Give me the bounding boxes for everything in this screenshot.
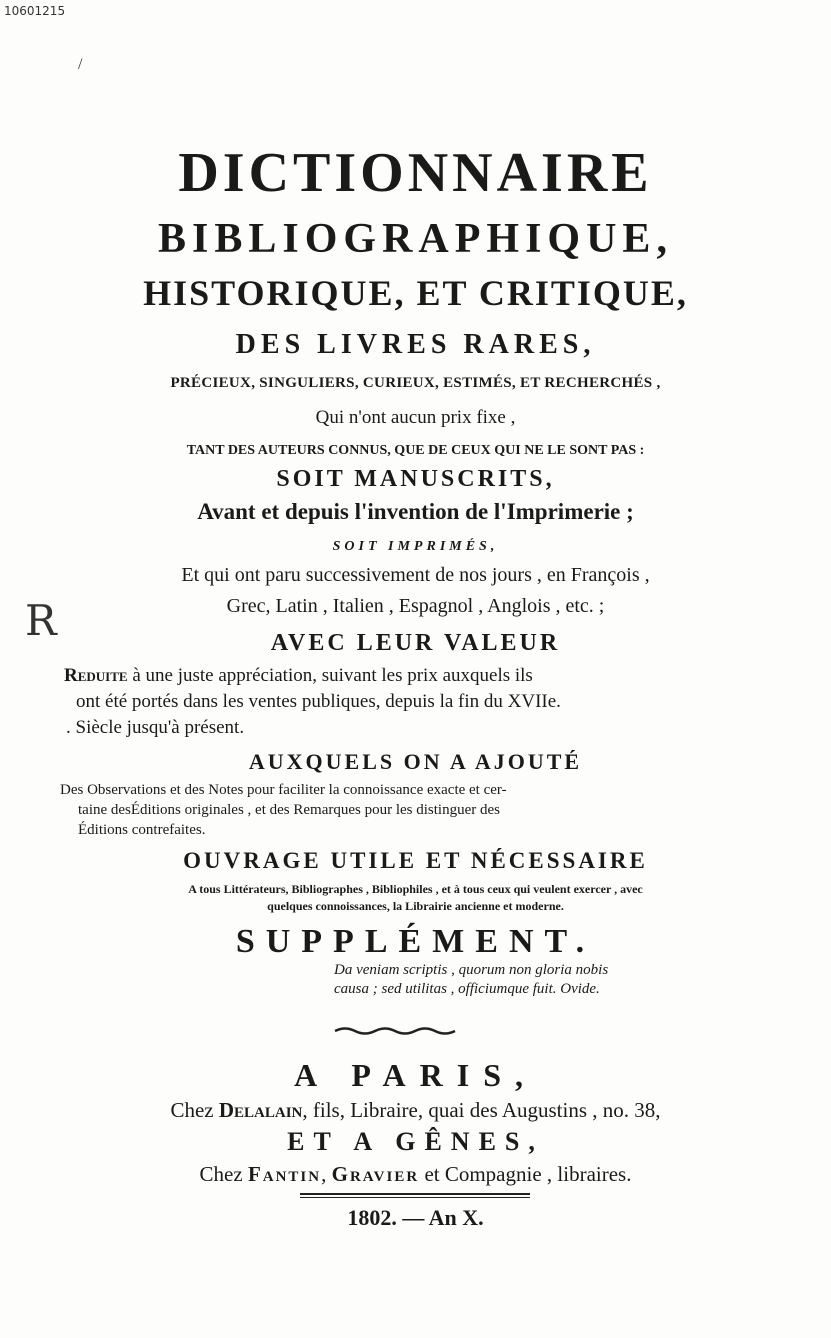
supplement-heading: SUPPLÉMENT.	[235, 923, 596, 960]
document-id: 10601215	[4, 4, 66, 18]
publisher-2-prefix: Chez	[199, 1162, 248, 1186]
publisher-2-name-2: Gravier	[331, 1162, 420, 1186]
title-line-4: DES LIVRES RARES,	[235, 329, 596, 360]
title-line-8: SOIT MANUSCRITS,	[276, 466, 555, 492]
title-line-9: Avant et depuis l'invention de l'Imprimerie ;	[197, 499, 634, 524]
publisher-1-suffix: , fils, Libraire, quai des Augustins , no. 38,	[302, 1098, 661, 1122]
double-rule-top	[300, 1193, 530, 1195]
title-line-12: Grec, Latin , Italien , Espagnol , Anglois , etc. ;	[226, 595, 605, 617]
title-line-2: BIBLIOGRAPHIQUE,	[158, 216, 673, 262]
title-line-20: Éditions contrefaites.	[78, 822, 206, 838]
imprint-publisher-2	[0, 1160, 831, 1188]
title-line-15: ont été portés dans les ventes publiques, depuis la fin du XVIIe.	[76, 691, 561, 712]
title-line-22: A tous Littérateurs, Bibliographes , Bibliophiles , et à tous ceux qui veulent exercer , avec	[188, 882, 643, 896]
margin-mark: R	[25, 596, 57, 645]
imprint-publisher-1	[0, 1096, 831, 1124]
title-line-3: HISTORIQUE, ET CRITIQUE,	[143, 273, 688, 313]
title-line-19: taine desÉditions originales , et des Remarques pour les distinguer des	[78, 802, 500, 818]
publisher-2-name-1: Fantin	[247, 1162, 322, 1186]
publisher-2-separator: ,	[321, 1162, 332, 1186]
title-line-21: OUVRAGE UTILE ET NÉCESSAIRE	[183, 848, 648, 873]
imprint-city-2: ET A GÊNES,	[287, 1127, 544, 1156]
title-line-5: PRÉCIEUX, SINGULIERS, CURIEUX, ESTIMÉS, ET RECHERCHÉS ,	[170, 375, 661, 391]
title-line-18: Des Observations et des Notes pour faciliter la connoissance exacte et cer-	[60, 782, 507, 798]
publisher-1-prefix: Chez	[170, 1098, 219, 1122]
title-line-10: SOIT IMPRIMÉS,	[332, 539, 499, 554]
title-line-1: DICTIONNAIRE	[178, 142, 653, 204]
title-line-11: Et qui ont paru successivement de nos jours , en François ,	[181, 564, 650, 586]
reduite-word: Reduite	[64, 665, 128, 686]
imprint-date: 1802. — An X.	[347, 1205, 484, 1230]
title-line-7: TANT DES AUTEURS CONNUS, QUE DE CEUX QUI NE LE SONT PAS :	[186, 443, 645, 458]
title-line-14	[64, 664, 533, 688]
title-line-14-rest: à une juste appréciation, suivant les prix auxquels ils	[127, 665, 533, 686]
imprint-city-1: A PARIS,	[294, 1057, 537, 1093]
epigraph-line-1: Da veniam scriptis , quorum non gloria nobis	[334, 962, 609, 978]
epigraph-line-2: causa ; sed utilitas , officiumque fuit. Ovide.	[334, 981, 600, 997]
title-line-17: AUXQUELS ON A AJOUTÉ	[248, 749, 583, 774]
ink-tick-mark: /	[78, 56, 83, 73]
publisher-2-suffix: et Compagnie , libraires.	[419, 1162, 632, 1186]
publisher-1-name: Delalain	[218, 1098, 303, 1122]
ornamental-rule	[333, 1026, 463, 1036]
title-line-13: AVEC LEUR VALEUR	[270, 630, 561, 656]
double-rule-bottom	[300, 1197, 530, 1198]
title-line-23: quelques connoissances, la Librairie ancienne et moderne.	[267, 899, 564, 913]
title-line-6: Qui n'ont aucun prix fixe ,	[315, 407, 516, 428]
title-line-16: . Siècle jusqu'à présent.	[66, 717, 245, 738]
